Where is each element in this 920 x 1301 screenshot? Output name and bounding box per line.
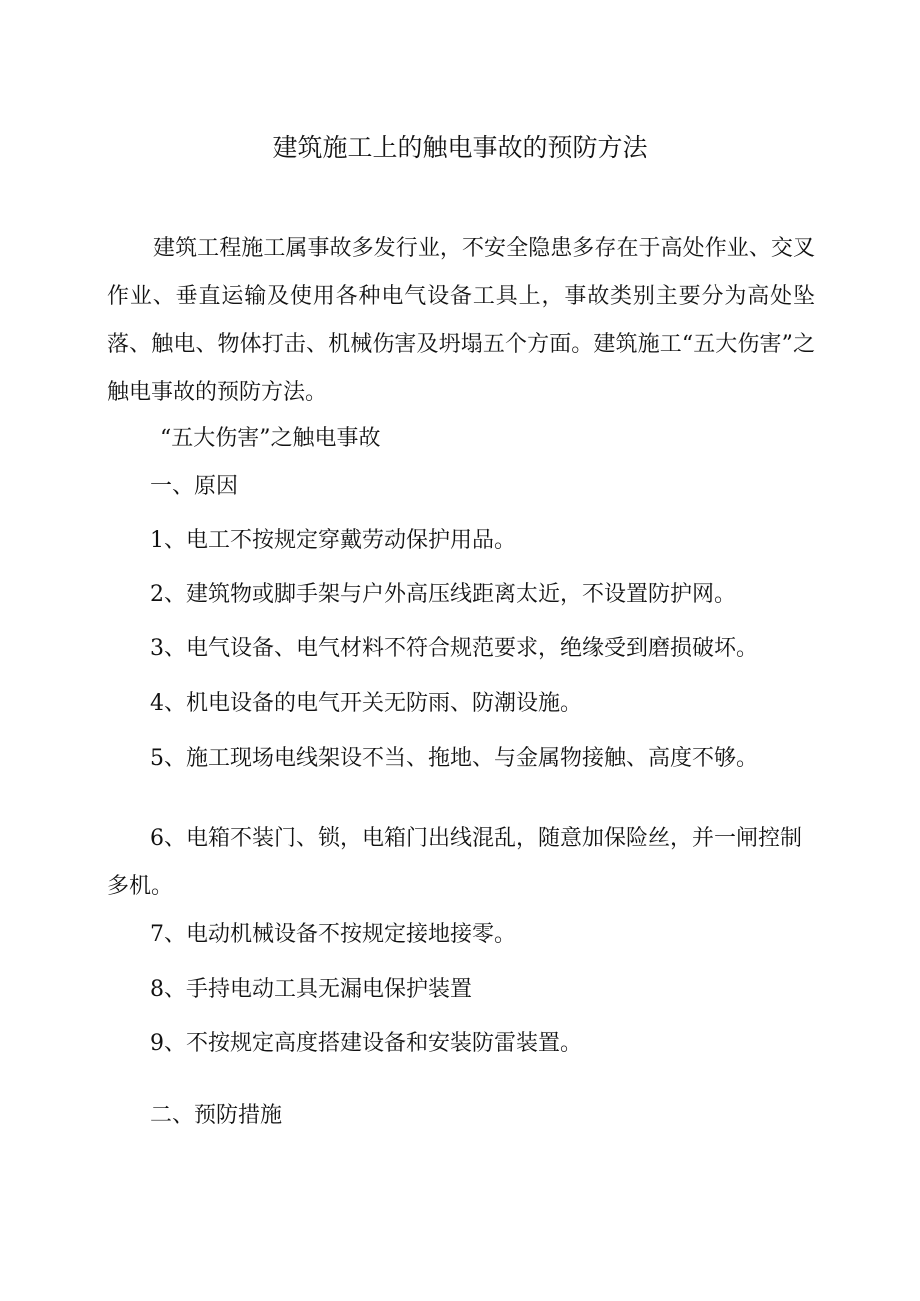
- section-heading-causes: 一、原因: [150, 474, 239, 499]
- cause-item-8: 8、手持电动工具无漏电保护装置: [150, 977, 472, 1002]
- cause-item-5: 5、施工现场电线架设不当、拖地、与金属物接触、高度不够。: [150, 746, 758, 771]
- subheading: “五大伤害”之触电事故: [160, 426, 381, 451]
- section-heading-prevention: 二、预防措施: [150, 1103, 283, 1128]
- cause-item-4: 4、机电设备的电气开关无防雨、防潮设施。: [150, 691, 582, 716]
- cause-item-3: 3、电气设备、电气材料不符合规范要求，绝缘受到磨损破坏。: [150, 636, 758, 661]
- cause-item-7: 7、电动机械设备不按规定接地接零。: [150, 922, 516, 947]
- cause-item-2: 2、建筑物或脚手架与户外高压线距离太近，不设置防护网。: [150, 582, 736, 607]
- intro-paragraph: 建筑工程施工属事故多发行业，不安全隐患多存在于高处作业、交叉作业、垂直运输及使用各种电气设备工具上，事故类别主要分为高处坠落、触电、物体打击、机械伤害及坍塌五个方面。建筑施工“五大伤害”之触电事故的预防方法。: [107, 236, 815, 405]
- cause-item-1: 1、电工不按规定穿戴劳动保护用品。: [150, 528, 516, 553]
- cause-item-9: 9、不按规定高度搭建设备和安装防雷装置。: [150, 1031, 582, 1056]
- document-title: 建筑施工上的触电事故的预防方法: [272, 133, 648, 162]
- cause-item-6: 6、电箱不装门、锁，电箱门出线混乱，随意加保险丝，并一闸控制多机。: [107, 826, 802, 899]
